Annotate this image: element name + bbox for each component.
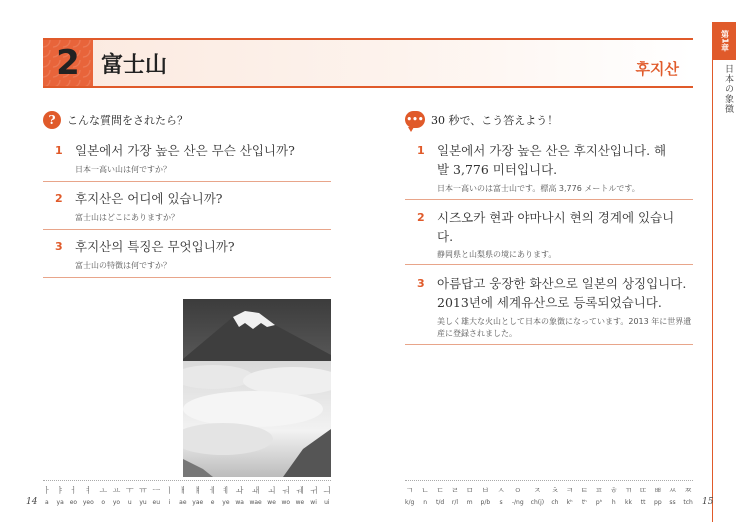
question-mark-icon: ?	[43, 111, 61, 129]
chapter-header	[43, 38, 693, 88]
romanization: ye	[222, 499, 230, 506]
alphabet-cell	[249, 485, 261, 506]
section-number-box	[43, 40, 93, 86]
alphabet-cell	[152, 485, 160, 506]
alphabet-cell	[267, 485, 276, 506]
alphabet-cell	[281, 485, 290, 506]
answer-number: 3	[417, 277, 425, 290]
hangul-letter: ㅅ	[497, 486, 505, 495]
alphabet-cell	[70, 485, 78, 506]
question-number: 3	[55, 240, 63, 253]
hangul-letter: ㅟ	[309, 486, 318, 495]
question-japanese: 富士山の特徴は何ですか？	[75, 261, 171, 270]
alphabet-cell	[639, 485, 647, 506]
mount-fuji-illustration	[183, 299, 331, 477]
romanization: wae	[249, 499, 262, 506]
page-number-left: 14	[26, 497, 38, 507]
alphabet-cell	[580, 485, 588, 506]
hangul-letter: ㅊ	[551, 486, 559, 495]
romanization: k/g	[405, 499, 415, 506]
alphabet-cell	[512, 485, 524, 506]
romanization: eu	[152, 499, 161, 506]
hangul-letter: ㅁ	[465, 486, 474, 495]
hangul-letter: ㅘ	[235, 486, 244, 495]
speech-bubble-icon: •••	[405, 111, 425, 128]
questions-heading-text: こんな質問をされたら？	[67, 114, 188, 127]
hangul-letter: ㅝ	[281, 486, 290, 495]
romanization: yae	[192, 499, 204, 506]
alphabet-cell	[56, 485, 64, 506]
hangul-letter: ㅠ	[139, 486, 147, 495]
romanization: kk	[624, 499, 632, 506]
alphabet-cell	[113, 485, 121, 506]
hangul-letter: ㄴ	[421, 486, 430, 495]
alphabet-cell	[179, 485, 187, 506]
question-japanese: 富士山はどこにありますか？	[75, 213, 179, 222]
romanization: yu	[139, 499, 147, 506]
right-strip-divider	[405, 480, 693, 481]
answer-item-2	[405, 207, 693, 265]
hangul-letter: ㅉ	[684, 486, 692, 495]
alphabet-cell	[139, 485, 147, 506]
hangul-letter: ㅑ	[56, 486, 65, 495]
hangul-letter: ㄷ	[436, 486, 444, 495]
hangul-letter: ㅔ	[208, 486, 217, 495]
romanization: i	[168, 499, 171, 506]
romanization: eo	[69, 499, 78, 506]
question-korean: 일본에서 가장 높은 산은 무슨 산입니까?	[75, 143, 295, 158]
romanization: m	[466, 499, 473, 506]
romanization: ya	[56, 499, 64, 506]
alphabet-cell	[531, 485, 544, 506]
answer-korean-line-2: 다.	[437, 229, 454, 244]
alphabet-cell	[192, 485, 203, 506]
romanization: ch(j)	[530, 499, 545, 506]
hangul-letter: ㄸ	[639, 486, 648, 495]
alphabet-cell	[683, 485, 692, 506]
alphabet-cell	[99, 485, 107, 506]
question-item-2	[43, 188, 331, 230]
romanization: kʰ	[566, 499, 573, 506]
hangul-letter: ㅛ	[112, 486, 121, 495]
hangul-letter: ㅐ	[179, 486, 187, 495]
hangul-letter: ㅚ	[267, 486, 276, 495]
alphabet-cell	[405, 485, 414, 506]
hangul-letter: ㅖ	[222, 486, 230, 495]
question-item-1	[43, 140, 331, 182]
romanization: pʰ	[595, 499, 603, 506]
romanization: tt	[640, 499, 646, 506]
question-item-3	[43, 236, 331, 278]
romanization: ss	[669, 499, 676, 506]
hangul-letter: ㅣ	[165, 486, 174, 495]
romanization: we	[267, 499, 276, 506]
answer-korean-line-2: 발 3,776 미터입니다.	[437, 162, 558, 177]
romanization: we	[295, 499, 305, 506]
hangul-letter: ㅙ	[251, 486, 260, 495]
hangul-letter: ㄱ	[405, 486, 414, 495]
answer-korean-line-1: 일본에서 가장 높은 산은 후지산입니다. 해	[437, 143, 667, 158]
romanization: yo	[112, 499, 121, 506]
alphabet-cell	[166, 485, 174, 506]
romanization: ui	[324, 499, 330, 506]
left-strip-divider	[43, 480, 331, 481]
romanization: yeo	[82, 499, 94, 506]
alphabet-cell	[83, 485, 94, 506]
alphabet-cell	[497, 485, 505, 506]
hangul-letter: ㅍ	[595, 486, 603, 495]
section-title-korean: 후지산	[635, 60, 679, 78]
romanization: ch	[551, 499, 559, 506]
hangul-letter: ㅈ	[533, 486, 542, 495]
romanization: a	[45, 499, 49, 506]
hangul-letter: ㅎ	[609, 486, 618, 495]
romanization: wi	[310, 499, 317, 506]
alphabet-cell	[669, 485, 677, 506]
hangul-letter: ㄹ	[451, 486, 459, 495]
alphabet-cell	[654, 485, 662, 506]
romanization: wo	[281, 499, 291, 506]
hangul-letter: ㅒ	[193, 486, 202, 495]
vowel-strip	[43, 485, 331, 506]
answer-korean-line-1: 시즈오카 현과 야마나시 현의 경계에 있습니	[437, 210, 675, 225]
alphabet-cell	[126, 485, 134, 506]
alphabet-cell	[595, 485, 603, 506]
question-korean: 후지산의 특징은 무엇입니까?	[75, 239, 235, 254]
hangul-letter: ㅇ	[513, 486, 522, 495]
romanization: h	[611, 499, 616, 506]
romanization: o	[101, 499, 106, 506]
alphabet-cell	[222, 485, 230, 506]
question-number: 1	[55, 144, 63, 157]
alphabet-cell	[625, 485, 633, 506]
romanization: e	[210, 499, 215, 506]
hangul-letter: ㅜ	[125, 486, 134, 495]
questions-heading	[43, 111, 188, 129]
romanization: u	[127, 499, 132, 506]
page-number-right: 15	[702, 497, 714, 507]
alphabet-cell	[235, 485, 244, 506]
alphabet-cell	[436, 485, 444, 506]
romanization: r/l	[451, 499, 459, 506]
consonant-strip	[405, 485, 693, 506]
answer-item-3	[405, 273, 693, 345]
hangul-letter: ㅞ	[296, 486, 304, 495]
alphabet-cell	[551, 485, 559, 506]
hangul-letter: ㅡ	[152, 486, 161, 495]
answer-korean-line-1: 아름답고 웅장한 화산으로 일본의 상징입니다.	[437, 276, 687, 291]
answers-heading	[405, 111, 558, 128]
hangul-letter: ㅗ	[99, 486, 108, 495]
romanization: -/ng	[511, 499, 524, 506]
alphabet-cell	[43, 485, 51, 506]
hangul-letter: ㅃ	[653, 486, 662, 495]
chapter-side-tab	[712, 22, 736, 522]
romanization: wa	[235, 499, 244, 506]
romanization: tʰ	[581, 499, 587, 506]
chapter-label: 第1章	[713, 22, 736, 60]
question-korean: 후지산은 어디에 있습니까?	[75, 191, 223, 206]
hangul-letter: ㅕ	[84, 486, 93, 495]
hangul-letter: ㅢ	[323, 486, 331, 495]
hangul-letter: ㅋ	[565, 486, 574, 495]
alphabet-cell	[451, 485, 459, 506]
alphabet-cell	[466, 485, 474, 506]
hangul-letter: ㄲ	[624, 486, 633, 495]
romanization: n	[423, 499, 428, 506]
hangul-letter: ㅓ	[69, 486, 78, 495]
answer-number: 2	[417, 211, 425, 224]
romanization: pp	[654, 499, 662, 506]
alphabet-cell	[296, 485, 305, 506]
answer-number: 1	[417, 144, 425, 157]
alphabet-cell	[481, 485, 491, 506]
romanization: s	[499, 499, 503, 506]
hangul-letter: ㅂ	[481, 486, 490, 495]
question-number: 2	[55, 192, 63, 205]
hangul-letter: ㅌ	[580, 486, 589, 495]
romanization: t/d	[435, 499, 445, 506]
chapter-topic: 日本の象徴	[723, 64, 733, 114]
question-japanese: 日本一高い山は何ですか？	[75, 165, 171, 174]
answer-japanese: 日本一高いのは富士山です。標高 3,776 メートルです。	[437, 184, 640, 193]
mount-fuji-photo	[183, 299, 331, 477]
romanization: ae	[179, 499, 187, 506]
alphabet-cell	[610, 485, 618, 506]
hangul-letter: ㅆ	[668, 486, 677, 495]
alphabet-cell	[421, 485, 429, 506]
alphabet-cell	[323, 485, 331, 506]
answers-heading-text: 30 秒で、こう答えよう！	[431, 113, 559, 127]
alphabet-cell	[310, 485, 318, 506]
answer-japanese-line-1: 美しく雄大な火山として日本の象徴になっています。2013 年に世界遺	[437, 317, 692, 326]
hangul-letter: ㅏ	[43, 486, 51, 495]
answer-japanese-line-2: 産に登録されました。	[437, 329, 517, 338]
alphabet-cell	[566, 485, 574, 506]
romanization: p/b	[480, 499, 491, 506]
section-title: 富士山	[101, 53, 168, 78]
answer-item-1	[405, 140, 693, 200]
section-number: 2	[56, 43, 80, 83]
answer-korean-line-2: 2013년에 세계유산으로 등록되었습니다.	[437, 295, 662, 310]
romanization: tch	[683, 499, 693, 506]
answer-japanese: 静岡県と山梨県の境にあります。	[437, 250, 557, 259]
alphabet-cell	[209, 485, 217, 506]
